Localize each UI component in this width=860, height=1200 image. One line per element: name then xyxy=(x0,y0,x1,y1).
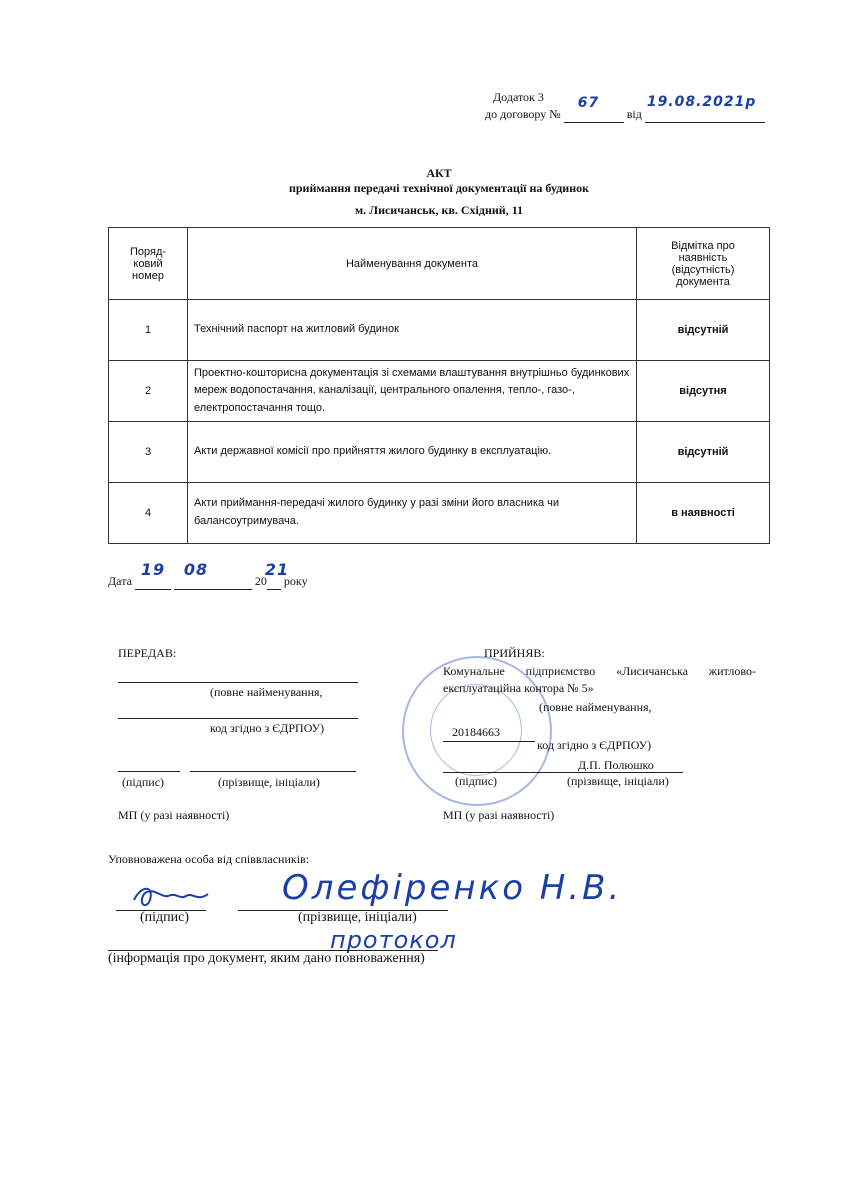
left-edrpou-caption: код згідно з ЄДРПОУ) xyxy=(210,721,325,735)
right-full-name-caption: (повне найменування, xyxy=(539,700,652,714)
date-line xyxy=(108,560,308,590)
date-month-field xyxy=(174,560,252,590)
act-title: АКТ xyxy=(426,166,452,180)
left-heading: ПЕРЕДАВ: xyxy=(118,646,177,660)
contract-date-field xyxy=(645,94,765,123)
authorized-signature-caption: (підпис) xyxy=(140,910,190,925)
right-org-line2: експлуатаційна контора № 5» xyxy=(443,681,594,695)
row-number: 4 xyxy=(109,483,188,544)
row-status: відсутня xyxy=(637,361,770,422)
authorized-label: Уповноважена особа від співвласників: xyxy=(108,852,310,866)
row-document-name: Технічний паспорт на житловий будинок xyxy=(188,300,637,361)
table-row xyxy=(109,483,770,544)
header-number: Поряд- ковий номер xyxy=(109,228,188,300)
right-heading: ПРИЙНЯВ: xyxy=(484,646,545,660)
contract-number: 67 xyxy=(577,95,600,111)
from-word: від xyxy=(626,107,642,121)
contract-number-field xyxy=(564,95,624,123)
row-document-name: Проектно-кошторисна документація зі схемами влаштування внутрішньо будинкових мереж водопостачання, каналізації, центрального опалення, тепло-, газо-, електропостачання тощо. xyxy=(188,361,637,422)
row-document-name: Акти державної комісії про прийняття жилого будинку в експлуатацію. xyxy=(188,422,637,483)
left-full-name-caption: (повне найменування, xyxy=(210,685,323,699)
act-subtitle: приймання передачі технічної документації на будинок xyxy=(288,181,590,195)
table-header-row xyxy=(109,228,770,300)
header-status: Відмітка про наявність (відсутність) документа xyxy=(637,228,770,300)
date-day: 19 xyxy=(140,560,166,579)
authorized-doc-caption: (інформація про документ, яким дано повноваження) xyxy=(108,951,425,966)
right-signature-caption: (підпис) xyxy=(455,774,498,788)
right-signature-line xyxy=(443,772,683,773)
right-initials: Д.П. Полюшко xyxy=(578,758,654,772)
row-number: 1 xyxy=(109,300,188,361)
date-day-field xyxy=(135,560,171,590)
row-number: 3 xyxy=(109,422,188,483)
table-row xyxy=(109,300,770,361)
right-seal-note: МП (у разі наявності) xyxy=(443,808,555,822)
appendix-label: Додаток 3 xyxy=(493,90,544,104)
contract-date: 19.08.2021р xyxy=(646,94,757,110)
right-name-caption: (прізвище, ініціали) xyxy=(567,774,669,788)
authorized-signature xyxy=(128,878,218,914)
row-status: відсутній xyxy=(637,422,770,483)
row-number: 2 xyxy=(109,361,188,422)
date-year-field xyxy=(264,560,290,590)
row-status: відсутній xyxy=(637,300,770,361)
date-month: 08 xyxy=(183,560,209,579)
left-initials-line xyxy=(190,771,356,772)
right-org-line1: Комунальне підприємство «Лисичанська житлово- xyxy=(443,664,756,678)
authorized-handwritten-name: Олефіренко Н.В. xyxy=(282,868,623,908)
left-name-caption: (прізвище, ініціали) xyxy=(218,775,320,789)
right-edrpou-value: 20184663 xyxy=(452,725,500,739)
row-document-name: Акти приймання-передачі жилого будинку у разі зміни його власника чи балансоутримувача. xyxy=(188,483,637,544)
date-label: Дата xyxy=(108,574,132,588)
building-address: м. Лисичанськ, кв. Східний, 11 xyxy=(354,203,524,217)
date-year: 21 xyxy=(264,560,290,579)
authorized-handwritten-doc: протокол xyxy=(330,926,457,954)
left-signature-caption: (підпис) xyxy=(122,775,165,789)
authorized-name-caption: (прізвище, ініціали) xyxy=(298,910,417,925)
right-edrpou-line xyxy=(443,741,535,742)
documents-table xyxy=(108,227,770,544)
header-document-name: Найменування документа xyxy=(188,228,637,300)
left-signature-line xyxy=(118,771,180,772)
table-row xyxy=(109,361,770,422)
right-edrpou-caption: код згідно з ЄДРПОУ) xyxy=(537,738,652,752)
contract-prefix: до договору № xyxy=(485,107,561,121)
date-year-prefix: 20 xyxy=(254,574,267,588)
left-name-line xyxy=(118,682,358,683)
row-status: в наявності xyxy=(637,483,770,544)
left-edrpou-line xyxy=(118,718,358,719)
table-row xyxy=(109,422,770,483)
left-seal-note: МП (у разі наявності) xyxy=(118,808,230,822)
date-suffix: року xyxy=(283,574,308,588)
